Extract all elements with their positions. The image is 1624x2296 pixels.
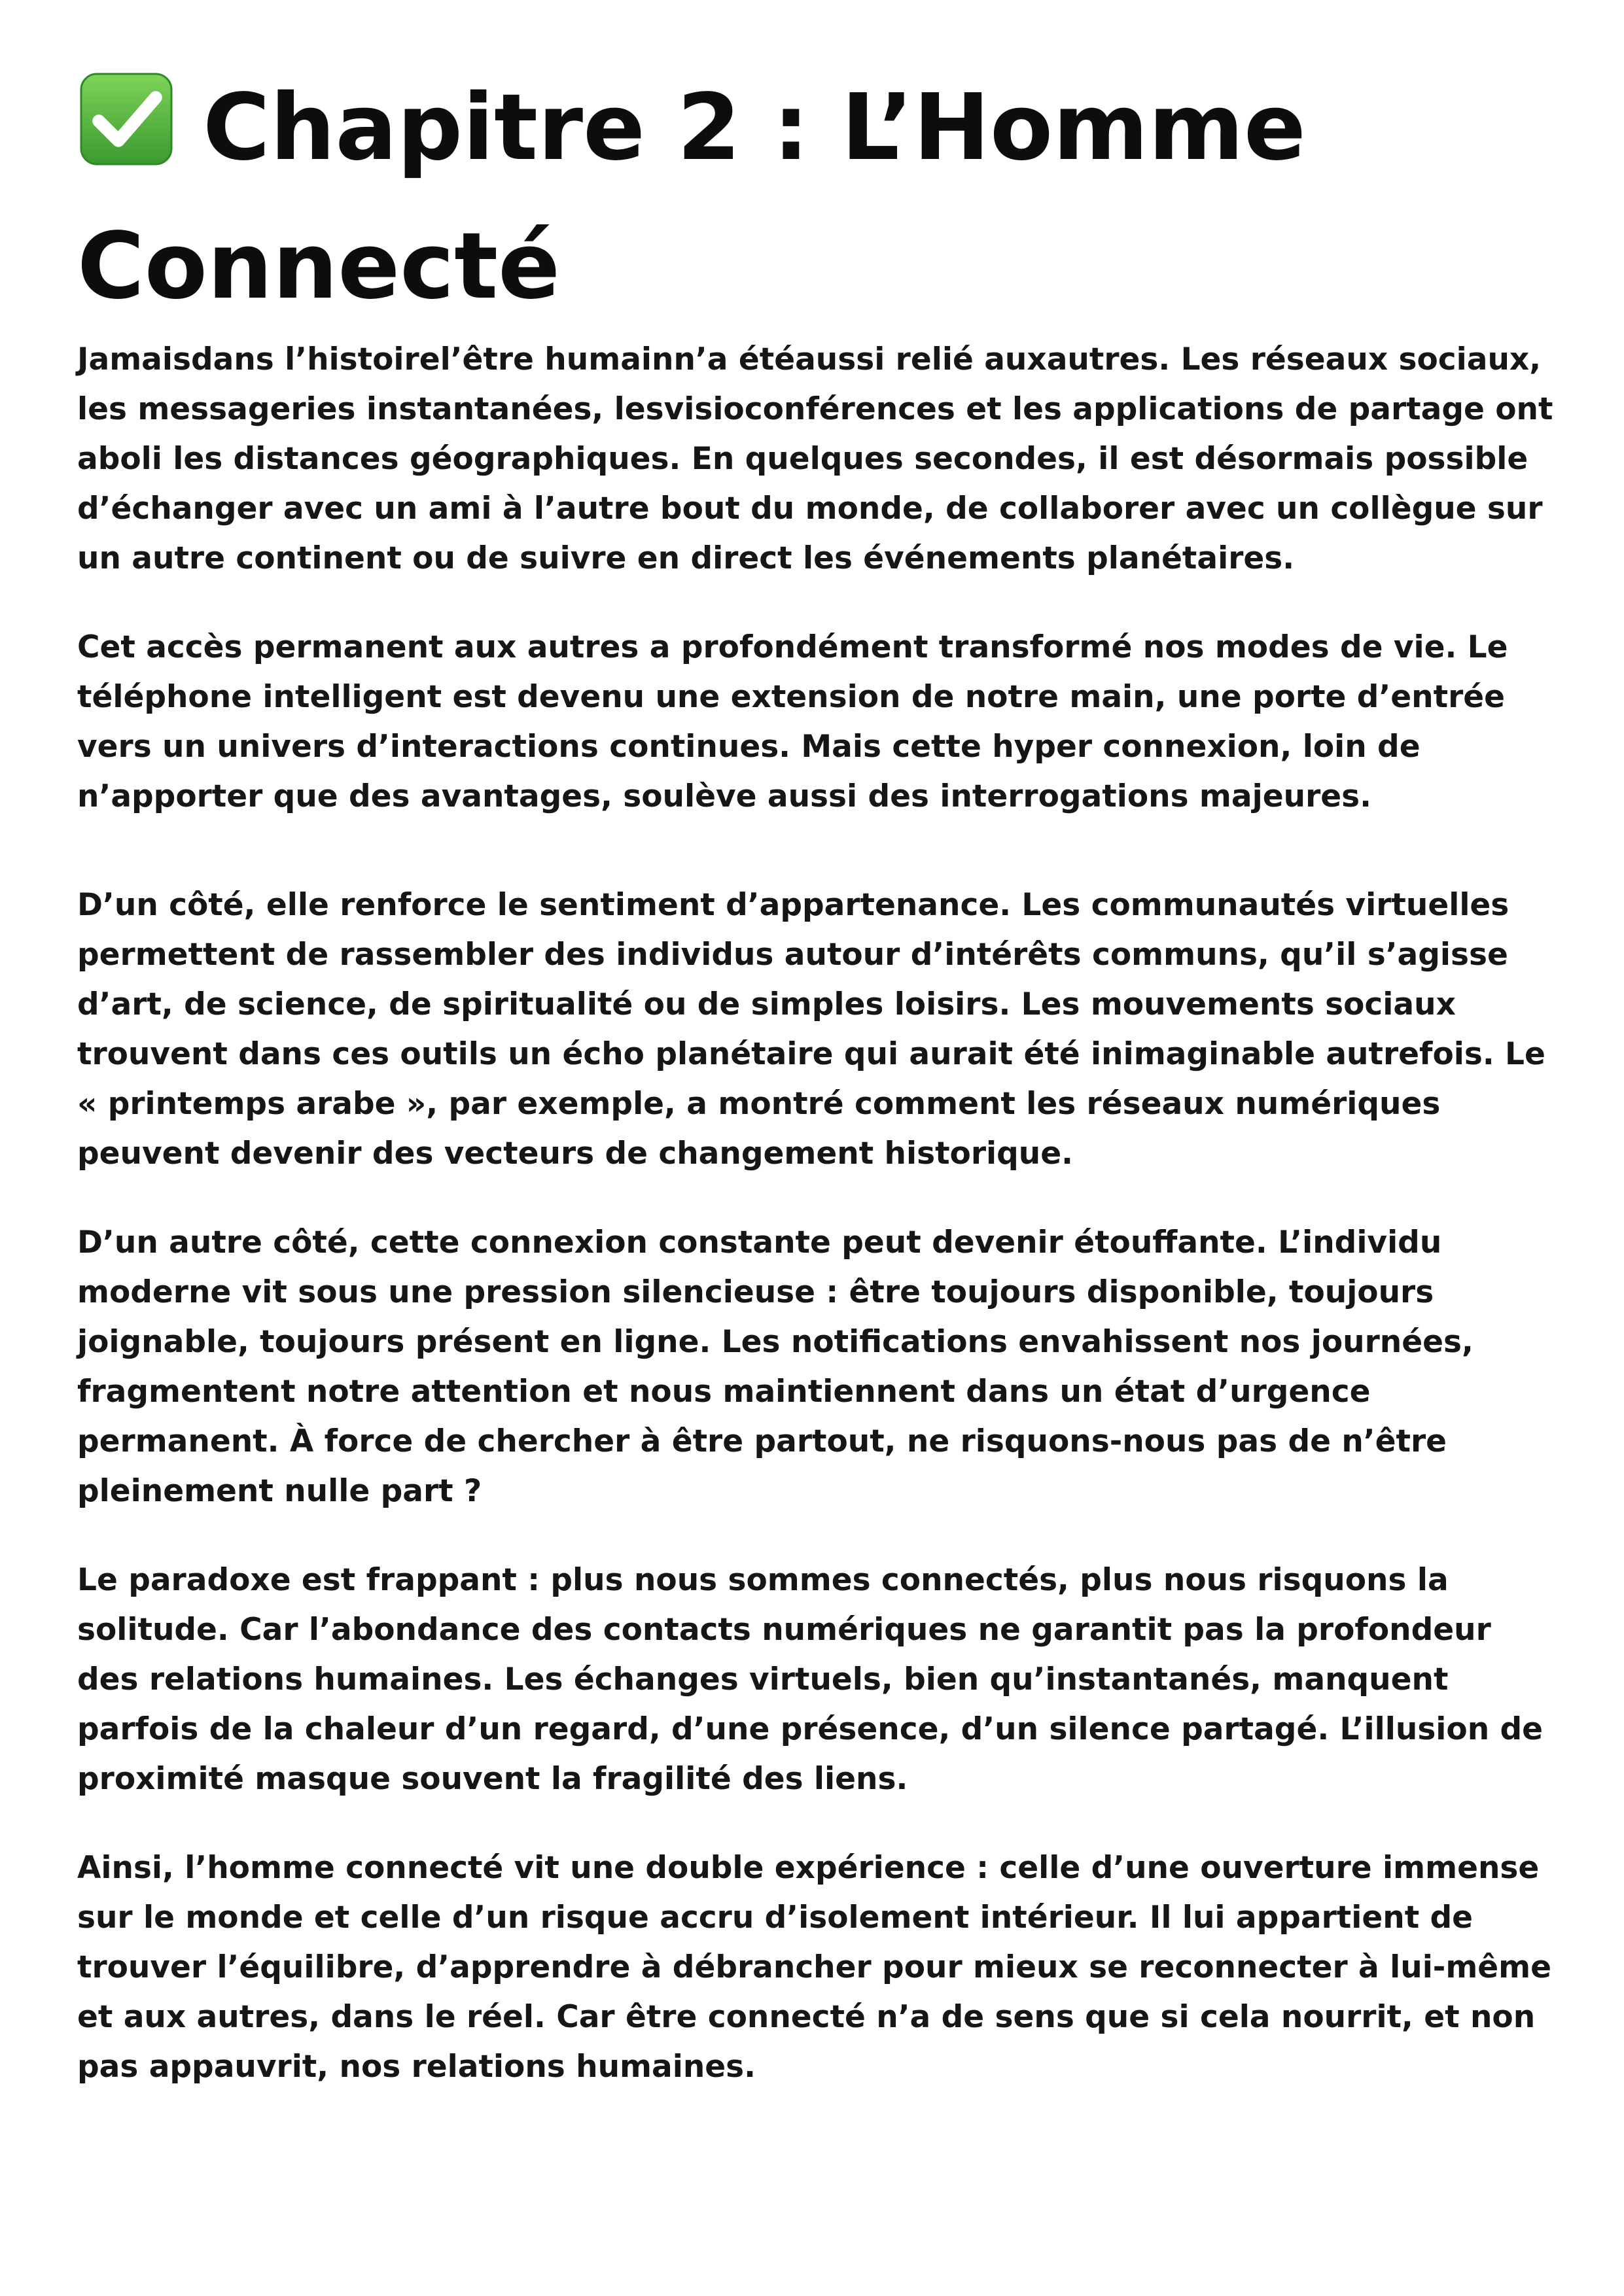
chapter-title-text: Chapitre 2 : L’Homme Connecté (77, 75, 1306, 320)
document-page (77, 59, 1557, 2092)
paragraph-5: Le paradoxe est frappant : plus nous sommes connectés, plus nous risquons la solitude. Car l’abondance des contacts numériques ne garantit pas la profondeur des relations humaines. Les échanges virtuels, bien qu’instantanés, manquent parfois de la chaleur d’un regard, d’une présence, d’un silence partagé. L’illusion de proximité masque souvent la fragilité des liens. (77, 1562, 1544, 1797)
chapter-title (77, 59, 1557, 336)
paragraph-2: Cet accès permanent aux autres a profondément transformé nos modes de vie. Le téléphone intelligent est devenu une extension de notre main, une porte d’entrée vers un univers d’interactions continues. Mais cette hyper connexion, loin de n’apporter que des avantages, soulève aussi des interrogations majeures. (77, 629, 1508, 814)
check-mark-button-icon (77, 70, 175, 168)
paragraph-1: Jamaisdans l’histoirel’être humainn’a étéaussi relié auxautres. Les réseaux sociaux, les messageries instantanées, lesvisioconférences et les applications de partage ont aboli les distances géographiques. En quelques secondes, il est désormais possible d’échanger avec un ami à l’autre bout du monde, de collaborer avec un collègue sur un autre continent ou de suivre en direct les événements planétaires. (77, 341, 1553, 576)
paragraph-6: Ainsi, l’homme connecté vit une double expérience : celle d’une ouverture immense sur le monde et celle d’un risque accru d’isolement intérieur. Il lui appartient de trouver l’équilibre, d’apprendre à débrancher pour mieux se reconnecter à lui-même et aux autres, dans le réel. Car être connecté n’a de sens que si cela nourrit, et non pas appauvrit, nos relations humaines. (77, 1850, 1552, 2085)
paragraph-4: D’un autre côté, cette connexion constante peut devenir étouffante. L’individu moderne vit sous une pression silencieuse : être toujours disponible, toujours joignable, toujours présent en ligne. Les notifications envahissent nos journées, fragmentent notre attention et nous maintiennent dans un état d’urgence permanent. À force de chercher à être partout, ne risquons-nous pas de n’être pleinement nulle part ? (77, 1225, 1474, 1509)
paragraph-3: D’un côté, elle renforce le sentiment d’appartenance. Les communautés virtuelles permettent de rassembler des individus autour d’intérêts communs, qu’il s’agisse d’art, de science, de spiritualité ou de simples loisirs. Les mouvements sociaux trouvent dans ces outils un écho planétaire qui aurait été inimaginable autrefois. Le « printemps arabe », par exemple, a montré comment les réseaux numériques peuvent devenir des vecteurs de changement historique. (77, 887, 1545, 1172)
